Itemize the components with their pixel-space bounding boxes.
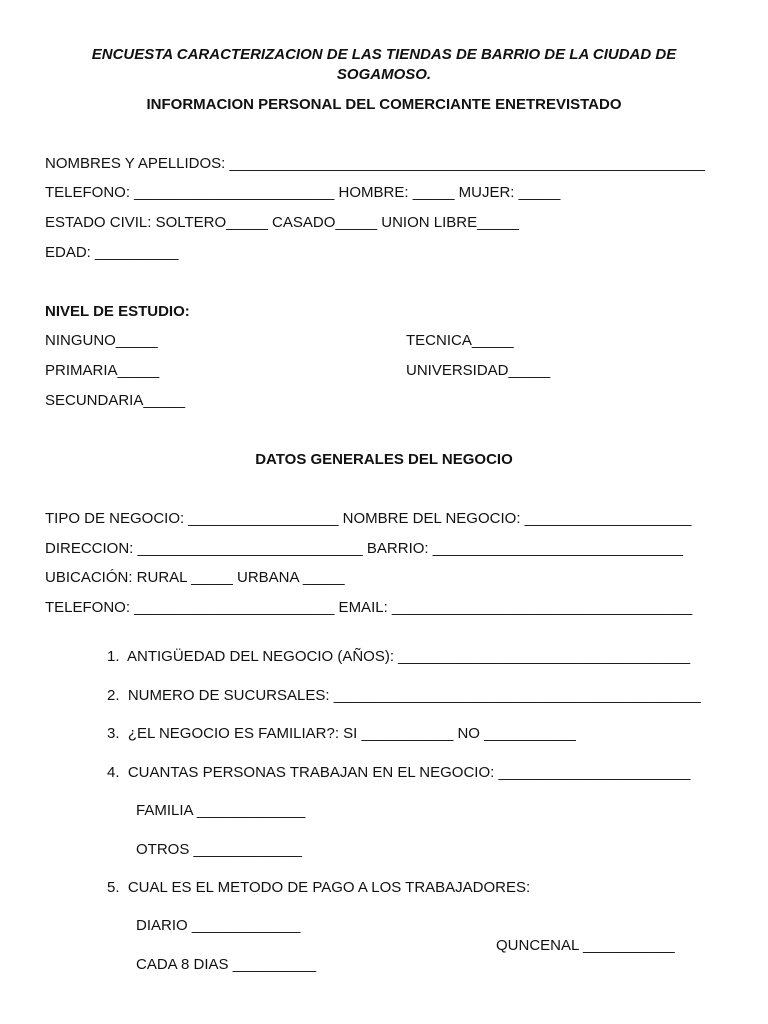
field-estado-civil[interactable]: ESTADO CIVIL: SOLTERO_____ CASADO_____ UNION LIBRE_____: [45, 214, 519, 231]
field-direccion[interactable]: DIRECCION: ___________________________ BARRIO: ______________________________: [45, 540, 684, 557]
question-5-quincenal[interactable]: QUNCENAL ___________: [496, 937, 675, 954]
question-2[interactable]: 2. NUMERO DE SUCURSALES: ____________________________________________: [107, 687, 701, 704]
question-1[interactable]: 1. ANTIGÜEDAD DEL NEGOCIO (AÑOS): ___________________________________: [107, 648, 691, 665]
field-tipo-negocio[interactable]: TIPO DE NEGOCIO: __________________ NOMBRE DEL NEGOCIO: ____________________: [45, 510, 692, 527]
option-secundaria[interactable]: SECUNDARIA_____: [45, 392, 186, 409]
option-ninguno[interactable]: NINGUNO_____: [45, 332, 158, 349]
question-4-otros[interactable]: OTROS _____________: [136, 841, 302, 858]
question-3[interactable]: 3. ¿EL NEGOCIO ES FAMILIAR?: SI ___________ NO ___________: [107, 725, 576, 742]
option-universidad[interactable]: UNIVERSIDAD_____: [406, 362, 551, 379]
question-5: 5. CUAL ES EL METODO DE PAGO A LOS TRABAJADORES:: [107, 879, 531, 896]
question-5-diario[interactable]: DIARIO _____________: [136, 917, 301, 934]
section-heading-estudio: NIVEL DE ESTUDIO:: [45, 303, 190, 320]
field-nombres[interactable]: NOMBRES Y APELLIDOS: _________________________________________________________: [45, 155, 706, 172]
question-4-familia[interactable]: FAMILIA _____________: [136, 802, 306, 819]
section-heading-personal: INFORMACION PERSONAL DEL COMERCIANTE ENETREVISTADO: [146, 96, 622, 113]
field-ubicacion[interactable]: UBICACIÓN: RURAL _____ URBANA _____: [45, 569, 345, 586]
question-5-cada-8-dias[interactable]: CADA 8 DIAS __________: [136, 956, 317, 973]
option-primaria[interactable]: PRIMARIA_____: [45, 362, 160, 379]
field-telefono-genero[interactable]: TELEFONO: ________________________ HOMBRE: _____ MUJER: _____: [45, 184, 561, 201]
field-edad[interactable]: EDAD: __________: [45, 244, 179, 261]
option-tecnica[interactable]: TECNICA_____: [406, 332, 514, 349]
document-title: ENCUESTA CARACTERIZACION DE LAS TIENDAS DE BARRIO DE LA CIUDAD DE SOGAMOSO.: [91, 46, 677, 83]
field-telefono-email[interactable]: TELEFONO: ________________________ EMAIL: ____________________________________: [45, 599, 693, 616]
question-4[interactable]: 4. CUANTAS PERSONAS TRABAJAN EN EL NEGOCIO: _______________________: [107, 764, 691, 781]
section-heading-negocio: DATOS GENERALES DEL NEGOCIO: [255, 451, 513, 468]
